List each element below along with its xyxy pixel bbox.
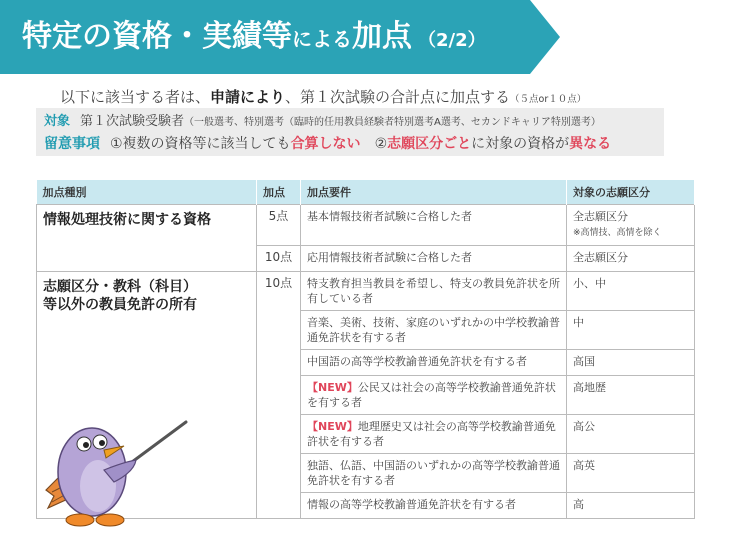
requirement-text: 特支教育担当教員を希望し、特支の教員免許状を所有している者: [307, 277, 560, 305]
requirement-text: 地理歴史又は社会の高等学校教諭普通免許状を有する者: [307, 420, 556, 448]
requirement-text: 情報の高等学校教諭普通免許状を有する者: [307, 498, 516, 511]
requirement-cell: 応用情報技術者試験に合格した者: [301, 246, 567, 272]
target-cell: 高英: [567, 454, 695, 493]
target-value: 全志願区分: [573, 210, 628, 223]
target-note: ※高情技、高情を除く: [573, 228, 662, 238]
requirement-cell: 基本情報技術者試験に合格した者: [301, 205, 567, 246]
new-tag: 【NEW】: [307, 420, 358, 433]
category-line1: 志願区分・教科（科目）: [43, 279, 197, 295]
target-cell: 高国: [567, 350, 695, 376]
requirement-cell: [301, 415, 567, 454]
caution-t3: に対象の資格が: [471, 136, 570, 152]
header-requirement: 加点要件: [301, 180, 567, 205]
intro-bold: 申請により: [210, 88, 286, 106]
page-title: [22, 14, 486, 64]
new-tag: 【NEW】: [307, 381, 358, 394]
target-cell: 中: [567, 311, 695, 350]
title-banner: [0, 0, 560, 74]
caution-r3: 異なる: [569, 136, 612, 152]
requirement-text: 中国語の高等学校教諭普通免許状を有する者: [307, 355, 527, 368]
caution-t2: ②: [374, 136, 388, 152]
target-cell: 高公: [567, 415, 695, 454]
intro-text: [60, 86, 586, 107]
target-cell: 小、中: [567, 272, 695, 311]
requirement-cell: [301, 350, 567, 376]
requirement-cell: [301, 311, 567, 350]
requirement-cell: [301, 376, 567, 415]
caution-row: [44, 133, 611, 153]
requirement-text: 公民又は社会の高等学校教諭普通免許状を有する者: [307, 381, 556, 409]
caution-r1: 合算しない: [290, 136, 361, 152]
caution-t1: ①複数の資格等に該当しても: [110, 136, 291, 152]
table-row: [37, 272, 695, 311]
intro-pre: 以下に該当する者は、: [60, 88, 211, 106]
table-row: [37, 205, 695, 246]
intro-post: 、第１次試験の合計点に加点する: [285, 88, 511, 106]
title-main: 特定の資格・実績等: [22, 19, 292, 54]
title-page-number: （2/2）: [418, 30, 486, 51]
header-target: 対象の志願区分: [567, 180, 695, 205]
target-sub: （一般選考、特別選考（臨時的任用教員経験者特別選考A選考、セカンドキャリア特別選考）: [184, 117, 601, 128]
target-cell: 全志願区分: [567, 246, 695, 272]
points-cell: 10点: [257, 246, 301, 272]
target-cell: 高: [567, 493, 695, 519]
caution-r2: 志願区分ごと: [387, 136, 472, 152]
points-cell: 10点: [257, 272, 301, 519]
mascot-bird-with-pointer-icon: [44, 400, 194, 544]
target-cell: [567, 205, 695, 246]
target-label: 対象: [44, 114, 71, 129]
title-particle: による: [292, 27, 352, 51]
header-category: 加点種別: [37, 180, 257, 205]
header-points: 加点: [257, 180, 301, 205]
table-header-row: [37, 180, 695, 205]
requirement-cell: [301, 493, 567, 519]
caution-label: 留意事項: [44, 136, 100, 152]
target-cell: 高地歴: [567, 376, 695, 415]
category-line2: 等以外の教員免許の所有: [43, 297, 197, 313]
requirement-cell: [301, 272, 567, 311]
category-it-cert: 情報処理技術に関する資格: [37, 205, 257, 272]
intro-note: （５点or１０点）: [510, 94, 587, 105]
requirement-cell: [301, 454, 567, 493]
title-emphasis: 加点: [352, 19, 412, 54]
requirement-text: 独語、仏語、中国語のいずれかの高等学校教諭普通免許状を有する者: [307, 459, 560, 487]
requirement-text: 音楽、美術、技術、家庭のいずれかの中学校教諭普通免許状を有する者: [307, 316, 560, 344]
target-row: [44, 110, 601, 129]
points-cell: 5点: [257, 205, 301, 246]
target-text: 第１次試験受験者: [80, 114, 185, 129]
